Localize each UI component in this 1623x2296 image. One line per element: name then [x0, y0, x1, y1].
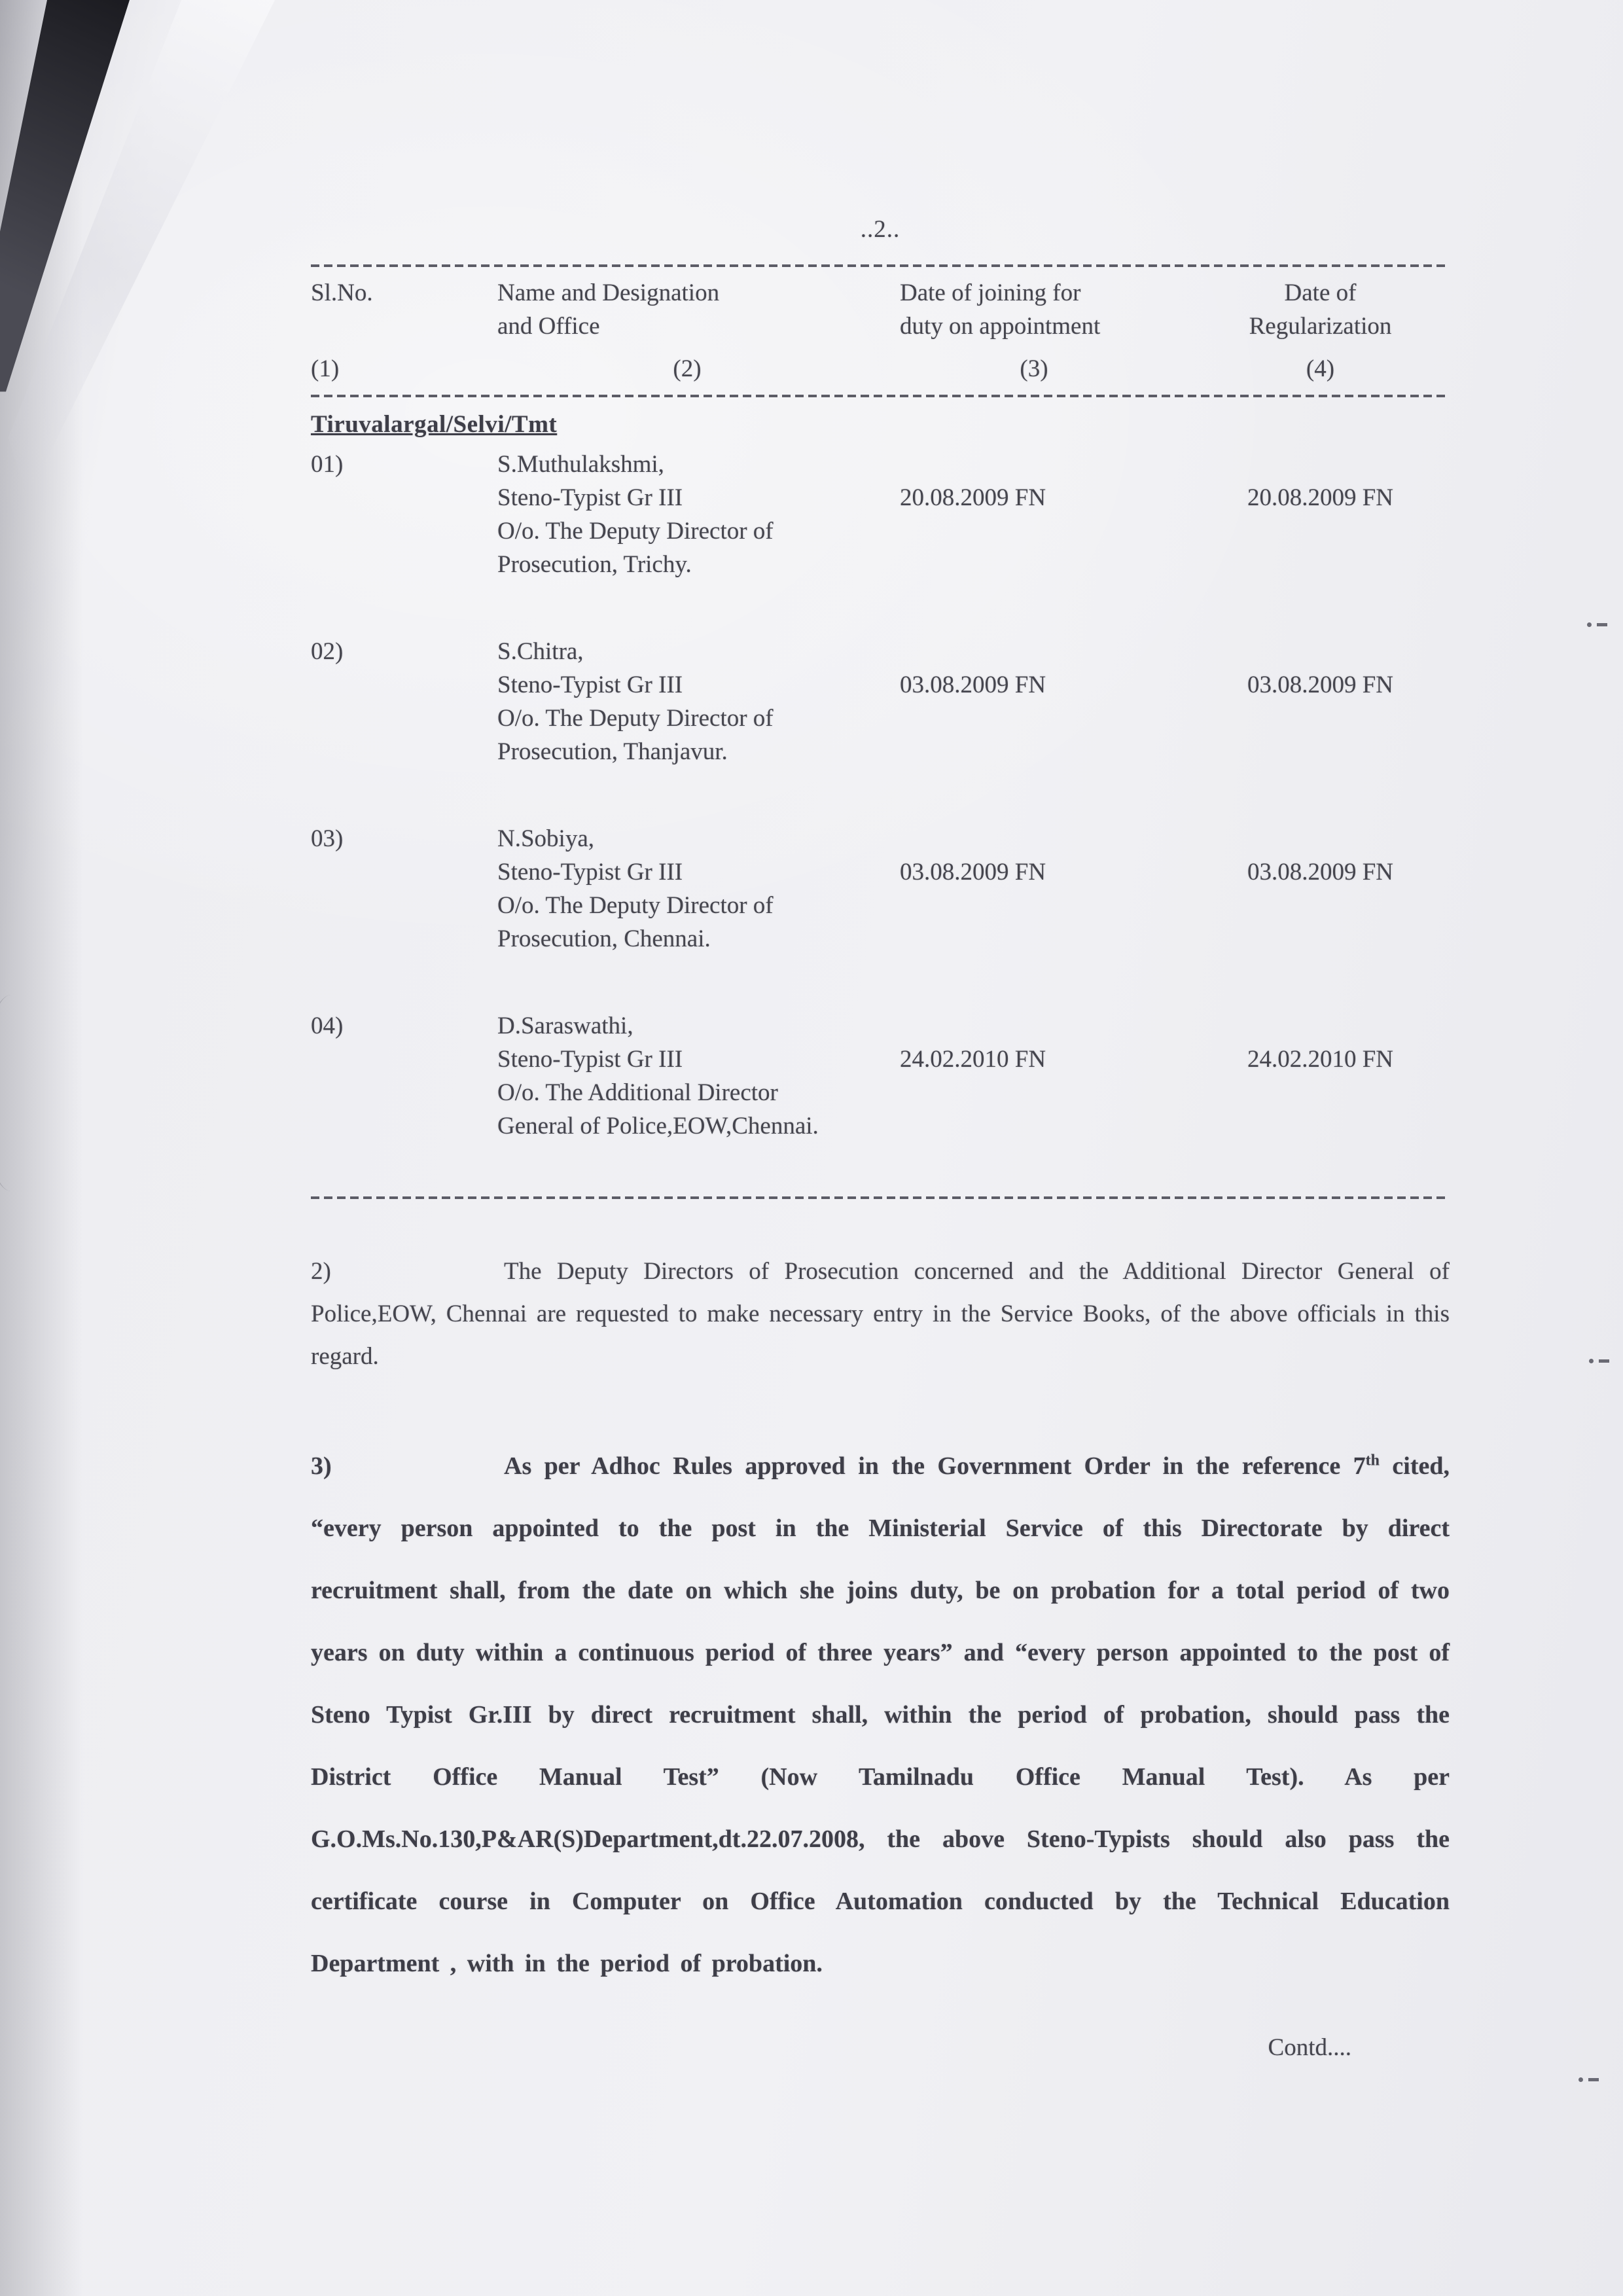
- row-office-line1: O/o. The Deputy Director of: [497, 705, 774, 732]
- scan-artifact: [1587, 619, 1607, 630]
- row-designation: Steno-Typist Gr III: [497, 859, 683, 886]
- row-office-line1: O/o. The Deputy Director of: [497, 892, 774, 919]
- row-joining-date: 20.08.2009 FN: [900, 484, 1046, 511]
- header-joining-line1: Date of joining for: [900, 279, 1081, 306]
- row-designation: Steno-Typist Gr III: [497, 672, 683, 698]
- table-row: [311, 1009, 1450, 1143]
- header-name-line1: Name and Designation: [497, 279, 720, 306]
- row-slno: 04): [311, 1013, 344, 1039]
- row-name: D.Saraswathi,: [497, 1013, 633, 1039]
- table-header: [311, 276, 1450, 343]
- row-office-line2: Prosecution, Chennai.: [497, 925, 711, 952]
- row-name-designation: [497, 1009, 877, 1143]
- row-office-line2: Prosecution, Thanjavur.: [497, 738, 728, 765]
- page-number: ..2..: [860, 216, 901, 243]
- header-name-line2: and Office: [497, 313, 600, 340]
- header-joining-line2: duty on appointment: [900, 313, 1101, 340]
- row-regularization-date: 20.08.2009 FN: [1247, 484, 1394, 511]
- header-regularization-line1: Date of: [1284, 279, 1357, 306]
- dashed-rule-top: [311, 264, 1450, 267]
- row-joining-date: 24.02.2010 FN: [900, 1046, 1046, 1073]
- scan-artifact: [1578, 2073, 1599, 2085]
- paragraph-3-number: 3): [311, 1452, 332, 1480]
- header-num-4: (4): [1306, 355, 1335, 382]
- document-content: [311, 213, 1450, 2064]
- row-joining-date: 03.08.2009 FN: [900, 672, 1046, 698]
- row-designation: Steno-Typist Gr III: [497, 484, 683, 511]
- header-num-1: (1): [311, 355, 340, 382]
- row-office-line2: General of Police,EOW,Chennai.: [497, 1113, 819, 1139]
- table-row: [311, 635, 1450, 768]
- row-regularization-date: 03.08.2009 FN: [1247, 672, 1394, 698]
- row-name: S.Muthulakshmi,: [497, 451, 664, 478]
- paragraph-2-number: 2): [311, 1258, 331, 1285]
- paragraph-2-text: The Deputy Directors of Prosecution concerned and the Additional Director General of Police,EOW, Chennai are requested to make necessary entry in the Service Books, of the above officials in this regard.: [311, 1258, 1450, 1370]
- row-name-designation: [497, 635, 877, 768]
- group-heading: Tiruvalargal/Selvi/Tmt: [311, 411, 558, 438]
- header-num-2: (2): [673, 355, 702, 382]
- table-row: [311, 822, 1450, 956]
- paragraph-3: [311, 1435, 1450, 1995]
- header-slno: Sl.No.: [311, 279, 373, 306]
- row-office-line2: Prosecution, Trichy.: [497, 551, 692, 578]
- paragraph-2: [311, 1250, 1450, 1378]
- row-name-designation: [497, 448, 877, 581]
- row-name: S.Chitra,: [497, 638, 584, 665]
- row-regularization-date: 03.08.2009 FN: [1247, 859, 1394, 886]
- continued-note: Contd....: [1268, 2034, 1351, 2061]
- paragraph-3-text-part1: As per Adhoc Rules approved in the Government Order in the reference 7: [504, 1452, 1366, 1480]
- row-regularization-date: 24.02.2010 FN: [1247, 1046, 1394, 1073]
- scan-artifact: [1589, 1355, 1609, 1367]
- header-num-3: (3): [1020, 355, 1048, 382]
- row-slno: 02): [311, 638, 344, 665]
- dashed-rule-bottom: [311, 1196, 1450, 1199]
- table-row: [311, 448, 1450, 581]
- row-office-line1: O/o. The Deputy Director of: [497, 518, 774, 545]
- row-name: N.Sobiya,: [497, 825, 594, 852]
- row-designation: Steno-Typist Gr III: [497, 1046, 683, 1073]
- row-slno: 03): [311, 825, 344, 852]
- table-header-numbers: [311, 352, 1450, 386]
- row-joining-date: 03.08.2009 FN: [900, 859, 1046, 886]
- row-slno: 01): [311, 451, 344, 478]
- paragraph-3-text-part2: cited, “every person appointed to the post in the Ministerial Service of this Directorate by direct recruitment shall, from the date on which she joins duty, be on probation for a total period of two years on duty within a continuous period of three years” and “every person appointed to the post of Steno Typist Gr.III by direct recruitment shall, within the period of probation, should pass the District Office Manual Test” (Now Tamilnadu Office Manual Test). As per G.O.Ms.No.130,P&AR(S)Department,dt.22.07.2008, the above Steno-Typists should also pass the certificate course in Computer on Office Automation conducted by the Technical Education Department , with in the period of probation.: [311, 1452, 1450, 1977]
- row-office-line1: O/o. The Additional Director: [497, 1079, 778, 1106]
- dashed-rule-header: [311, 395, 1450, 397]
- row-name-designation: [497, 822, 877, 956]
- paragraph-3-superscript: th: [1365, 1452, 1380, 1469]
- header-regularization-line2: Regularization: [1249, 313, 1392, 340]
